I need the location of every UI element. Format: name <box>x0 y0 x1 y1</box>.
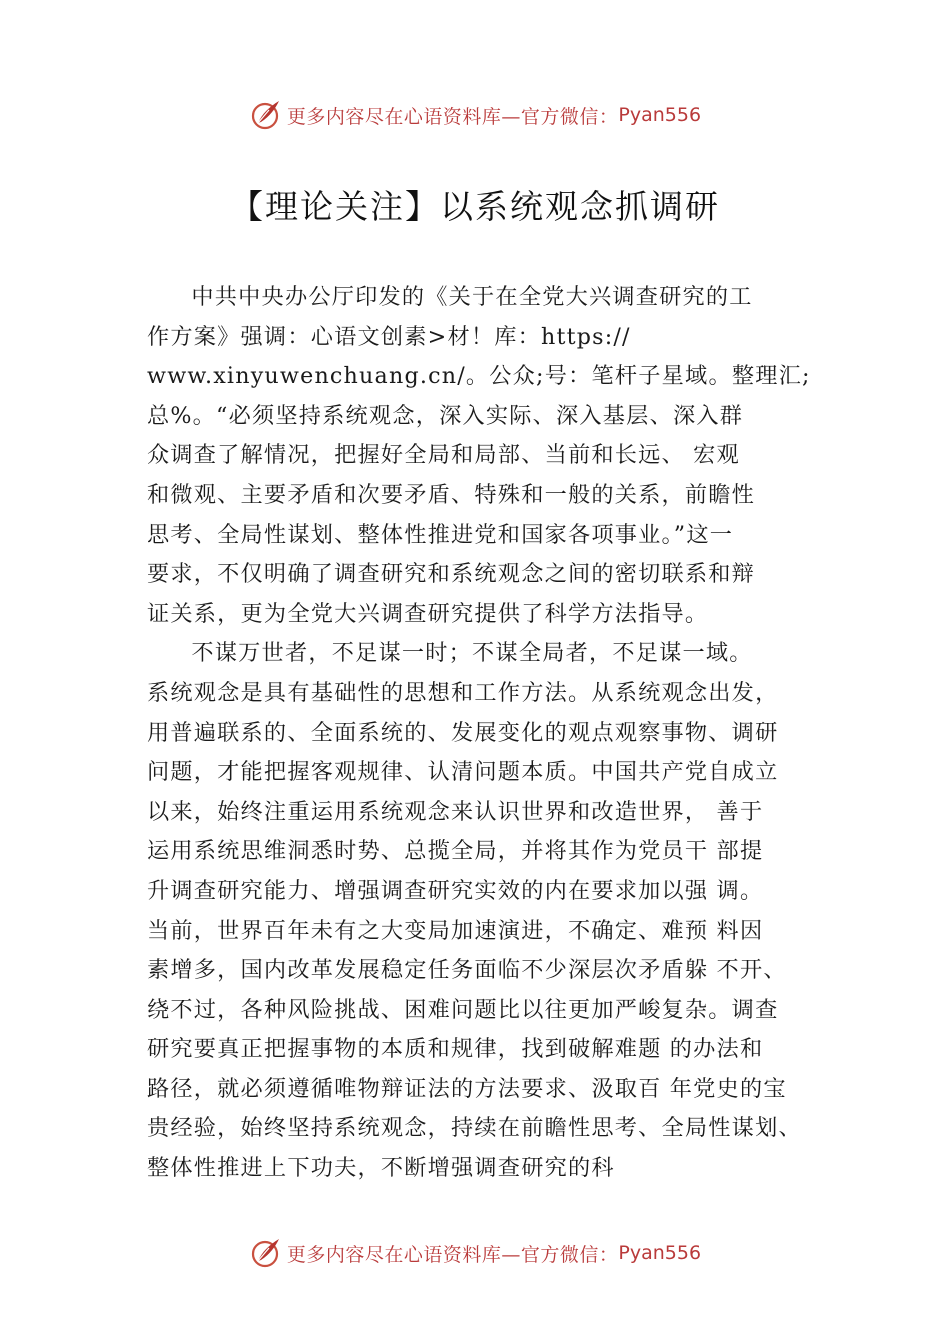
text-line: 绕不过，各种风险挑战、困难问题比以往更加严峻复杂。调查 <box>147 996 779 1023</box>
text-line: 升调查研究能力、增强调查研究实效的内在要求加以强 调。 <box>147 877 764 904</box>
text-line: 系统观念是具有基础性的思想和工作方法。从系统观念出发， <box>147 679 779 706</box>
text-line: 整体性推进上下功夫，不断增强调查研究的科 <box>147 1155 615 1182</box>
paragraph-2 <box>147 634 827 1188</box>
text-line: 众调查了解情况，把握好全局和局部、当前和长远、 宏观 <box>147 442 740 469</box>
document-title: 【理论关注】以系统观念抓调研 <box>230 187 720 226</box>
banner-text: 更多内容尽在心语资料库—官方微信： <box>286 1243 619 1266</box>
footer-banner <box>0 1231 950 1275</box>
text-line: 贵经验，始终坚持系统观念，持续在前瞻性思考、全局性谋划、 <box>147 1115 802 1142</box>
text-line: 证关系，更为全党大兴调查研究提供了科学方法指导。 <box>147 600 709 627</box>
text-line: 和微观、主要矛盾和次要矛盾、特殊和一般的关系，前瞻性 <box>147 481 756 508</box>
text-line: 素增多，国内改革发展稳定任务面临不少深层次矛盾躲 不开、 <box>147 957 787 984</box>
banner-wechat-id: Pyan556 <box>618 104 702 126</box>
text-line: 中共中央办公厅印发的《关于在全党大兴调查研究的工 <box>191 284 753 310</box>
quill-logo-icon <box>249 98 283 132</box>
text-line: 用普遍联系的、全面系统的、发展变化的观点观察事物、调研 <box>147 719 779 746</box>
text-line: 路径，就必须遵循唯物辩证法的方法要求、汲取百 年党史的宝 <box>147 1075 787 1102</box>
header-banner <box>0 93 950 137</box>
text-line: 问题，才能把握客观规律、认清问题本质。中国共产党自成立 <box>147 759 779 786</box>
paragraph-1 <box>147 278 827 634</box>
text-line: www.xinyuwenchuang.cn/。公众;号：笔杆子星域。整理汇; <box>147 363 811 390</box>
text-line: 当前，世界百年未有之大变局加速演进，不确定、难预 料因 <box>147 917 764 944</box>
text-line: 运用系统思维洞悉时势、总揽全局，并将其作为党员干 部提 <box>147 838 764 865</box>
banner-wechat-id: Pyan556 <box>618 1242 702 1264</box>
document-body <box>147 278 827 1189</box>
text-line: 以来，始终注重运用系统观念来认识世界和改造世界， 善于 <box>147 798 764 825</box>
quill-logo-icon <box>249 1236 283 1270</box>
banner-text: 更多内容尽在心语资料库—官方微信： <box>286 105 619 128</box>
text-line: 作方案》强调：心语文创素>材！库：https:// <box>147 323 631 350</box>
text-line: 不谋万世者，不足谋一时；不谋全局者，不足谋一域。 <box>191 640 753 667</box>
text-line: 要求，不仅明确了调查研究和系统观念之间的密切联系和辩 <box>147 561 756 588</box>
text-line: 研究要真正把握事物的本质和规律，找到破解难题 的办法和 <box>147 1036 764 1063</box>
text-line: 总%。“必须坚持系统观念，深入实际、深入基层、深入群 <box>147 402 744 429</box>
text-line: 思考、全局性谋划、整体性推进党和国家各项事业。”这一 <box>147 521 734 548</box>
